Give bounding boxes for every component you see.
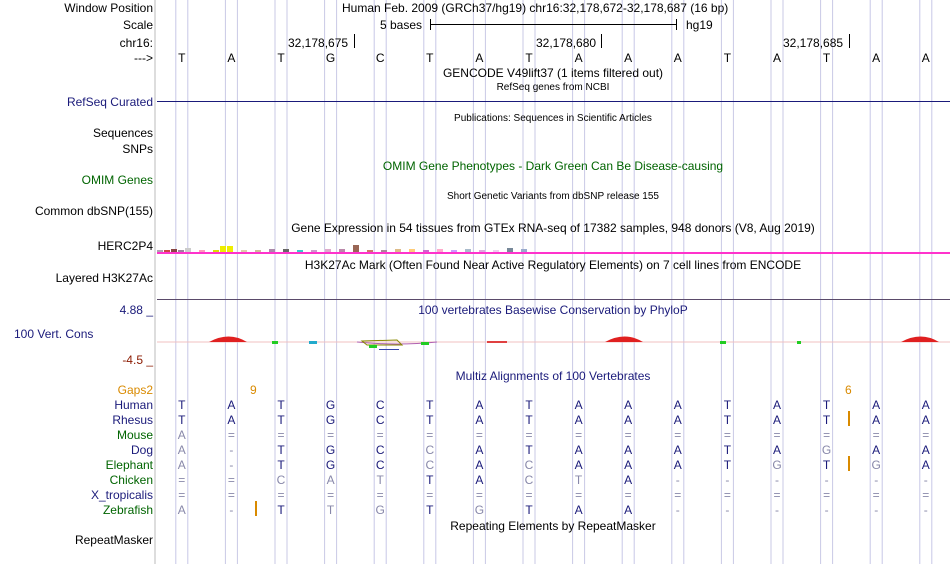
alignment-base: T [574,473,583,487]
sequence-base: T [822,51,831,65]
alignment-base: - [229,503,234,517]
phylop-max-label: 4.88 _ [119,303,153,317]
alignment-base: G [375,503,385,517]
sequence-base: A [227,51,236,65]
alignment-base: - [725,503,730,517]
alignment-base: = [922,488,930,502]
sequence-base: T [426,51,434,65]
alignment-base: - [229,443,234,457]
alignment-base: T [326,503,335,517]
repeatmasker-track-title: Repeating Elements by RepeatMasker [450,519,656,533]
alignment-base: = [723,488,731,502]
alignment-base: G [325,458,336,472]
alignment-base: A [872,398,881,412]
ruler-tick-label: 32,178,680 [536,36,597,50]
alignment-base: = [227,488,235,502]
chrom-label: chr16: [119,36,153,50]
alignment-base: G [821,443,832,457]
alignment-base: G [871,458,881,472]
repeatmasker-label[interactable]: RepeatMasker [74,533,153,547]
scale-bar [430,24,676,25]
alignment-base: A [624,443,633,457]
alignment-base: T [178,398,186,412]
gencode-track-title[interactable]: GENCODE V49lift37 (1 items filtered out) [442,66,664,80]
alignment-base: A [624,458,633,472]
sequence-base: A [921,51,930,65]
gtex-track-title: Gene Expression in 54 tissues from GTEx RNA-seq of 17382 samples, 948 donors (V8, Aug 2019) [291,221,815,235]
alignment-base: T [178,413,186,427]
alignment-base: A [227,398,236,412]
alignment-base: = [277,428,285,442]
multiz-track-title: Multiz Alignments of 100 Vertebrates [455,369,651,383]
gap-count: 6 [845,383,852,397]
species-label: Rhesus [112,413,153,427]
sequence-base: T [525,51,533,65]
alignment-base: = [723,428,731,442]
sequence-base: C [375,51,385,65]
alignment-base: T [277,443,285,457]
alignment-base: T [277,413,285,427]
alignment-base: A [624,398,633,412]
alignment-base: = [872,428,880,442]
alignment-base: = [327,428,335,442]
alignment-base: T [822,398,831,412]
alignment-base: T [277,458,285,472]
100-vert-cons-label[interactable]: 100 Vert. Cons [14,327,94,341]
scale-bar-left-cap [430,19,431,30]
ruler-tick [601,34,602,48]
h3k27ac-track-title: H3K27Ac Mark (Often Found Near Active Regulatory Elements) on 7 cell lines from ENCODE [304,258,802,272]
gap-count: 9 [250,383,257,397]
alignment-base: = [277,488,285,502]
alignment-base: = [475,488,483,502]
alignment-base: A [921,443,930,457]
alignment-base: T [723,443,732,457]
alignment-base: A [921,413,930,427]
alignment-base: A [574,458,583,472]
publications-track-title: Publications: Sequences in Scientific Articles [454,113,652,124]
alignment-base: T [376,473,384,487]
alignment-base: = [475,428,483,442]
alignment-base: A [475,458,484,472]
alignment-base: = [575,428,583,442]
alignment-base: A [624,413,633,427]
species-label: Zebrafish [102,503,153,517]
snps-label[interactable]: SNPs [122,142,153,156]
alignment-base: = [773,428,781,442]
alignment-base: - [229,458,234,472]
alignment-base: = [426,488,434,502]
alignment-base: = [327,488,335,502]
alignment-base: = [376,488,384,502]
sequence-base: A [772,51,781,65]
alignment-base: A [772,413,781,427]
scale-assembly: hg19 [686,18,713,32]
alignment-base: T [723,413,732,427]
alignment-base: A [772,398,781,412]
ruler-tick-label: 32,178,685 [783,36,844,50]
sequence-base: A [624,51,633,65]
alignment-base: A [673,413,682,427]
species-label: Mouse [116,428,153,442]
scale-label: Scale [122,18,153,32]
alignment-base: - [675,473,680,487]
alignment-base: A [475,443,484,457]
alignment-base: T [277,503,285,517]
window-position-value[interactable]: Human Feb. 2009 (GRCh37/hg19) chr16:32,178,672-32,178,687 (16 bp) [342,1,729,15]
alignment-base: - [725,473,730,487]
sequence-base: G [325,51,336,65]
alignment-base: T [277,398,285,412]
alignment-base: T [426,413,434,427]
alignment-base: A [574,503,583,517]
alignment-base: C [276,473,286,487]
alignment-base: G [474,503,485,517]
alignment-base: C [425,443,435,457]
sequence-base: A [673,51,682,65]
alignment-base: A [326,473,335,487]
alignment-base: = [575,488,583,502]
alignment-base: C [375,398,385,412]
alignment-base: A [673,398,682,412]
alignment-base: = [922,428,930,442]
alignment-base: = [426,428,434,442]
alignment-base: - [775,473,779,487]
alignment-base: A [574,413,583,427]
alignment-base: = [376,428,384,442]
alignment-base: = [872,488,880,502]
alignment-base: = [227,428,235,442]
alignment-base: - [824,473,829,487]
alignment-base: G [772,458,782,472]
sequence-base: A [872,51,881,65]
window-position-label: Window Position [64,1,153,15]
strand-label: ---> [134,51,153,65]
alignment-base: A [227,413,236,427]
alignment-base: = [624,428,632,442]
alignment-base: A [574,443,583,457]
alignment-base: = [674,428,682,442]
ruler-tick [849,34,850,48]
alignment-base: A [673,458,682,472]
alignment-base: C [524,458,534,472]
alignment-base: - [874,473,879,487]
alignment-base: = [823,488,831,502]
sequence-base: A [475,51,484,65]
gap-insert-marker [848,411,850,426]
dbsnp-track-title: Short Genetic Variants from dbSNP release 155 [447,191,659,202]
alignment-base: C [524,473,534,487]
alignment-base: T [723,398,732,412]
alignment-base: A [872,443,881,457]
species-label: Elephant [105,458,153,472]
alignment-base: A [921,458,930,472]
alignment-base: A [475,398,484,412]
alignment-base: T [525,503,533,517]
alignment-base: A [177,428,186,442]
alignment-base: = [525,428,533,442]
alignment-base: T [822,458,831,472]
alignment-base: = [227,473,235,487]
alignment-base: G [325,398,336,412]
sequence-base: T [723,51,732,65]
alignment-base: = [773,488,781,502]
ruler-tick [354,34,355,48]
alignment-base: = [674,488,682,502]
alignment-base: G [325,443,336,457]
alignment-base: = [178,488,186,502]
species-label: X_tropicalis [90,488,153,502]
alignment-base: A [872,413,881,427]
alignment-base: G [325,413,336,427]
sequence-base: T [277,51,285,65]
layered-h3k27ac-label[interactable]: Layered H3K27Ac [55,271,153,285]
omim-genes-label[interactable]: OMIM Genes [81,173,153,187]
alignment-base: A [772,443,781,457]
alignment-base: A [475,413,484,427]
alignment-base: A [177,503,186,517]
alignment-base: C [375,413,385,427]
refseq-track-subtitle: RefSeq genes from NCBI [496,82,610,93]
alignment-base: A [624,503,633,517]
alignment-base: A [475,473,484,487]
alignment-base: = [525,488,533,502]
h3k27ac-signal-line [157,299,950,300]
phylop-conservation-plot[interactable] [157,332,950,354]
gtex-baseline [157,252,950,254]
alignment-base: A [624,473,633,487]
refseq-gene-line[interactable] [157,101,950,102]
alignment-base: T [822,413,831,427]
sequences-label[interactable]: Sequences [92,126,153,140]
alignment-base: T [525,413,533,427]
alignment-base: A [177,458,186,472]
species-label: Chicken [109,473,153,487]
alignment-base: - [775,503,779,517]
scale-bar-right-cap [676,19,677,30]
alignment-base: T [723,458,732,472]
gap-insert-marker [255,501,257,516]
sequence-base: A [574,51,583,65]
alignment-base: - [923,503,928,517]
omim-track-title: OMIM Gene Phenotypes - Dark Green Can Be Disease-causing [382,159,724,173]
species-label: Human [114,398,153,412]
gaps2-label[interactable]: Gaps2 [117,383,153,397]
sequence-base: T [178,51,186,65]
alignment-base: C [375,458,385,472]
alignment-base: - [824,503,829,517]
gap-insert-marker [848,456,850,471]
herc2p4-label[interactable]: HERC2P4 [97,239,153,253]
scale-value: 5 bases [380,18,423,32]
alignment-base: T [525,443,533,457]
alignment-base: = [823,428,831,442]
alignment-base: C [375,443,385,457]
refseq-curated-label[interactable]: RefSeq Curated [66,95,153,109]
alignment-base: A [921,398,930,412]
alignment-base: T [525,398,533,412]
alignment-base: - [874,503,879,517]
phylop-min-label: -4.5 _ [122,353,153,367]
alignment-base: = [178,473,186,487]
alignment-base: - [923,473,928,487]
phylop-track-title: 100 vertebrates Basewise Conservation by PhyloP [418,303,688,317]
alignment-base: - [675,503,680,517]
alignment-base: A [574,398,583,412]
alignment-base: C [425,458,435,472]
alignment-base: = [624,488,632,502]
alignment-base: T [426,503,434,517]
alignment-base: A [673,443,682,457]
common-dbsnp-label[interactable]: Common dbSNP(155) [34,204,153,218]
ruler-tick-label: 32,178,675 [288,36,349,50]
species-label: Dog [130,443,153,457]
alignment-base: T [426,398,434,412]
alignment-base: T [426,473,434,487]
alignment-base: A [177,443,186,457]
